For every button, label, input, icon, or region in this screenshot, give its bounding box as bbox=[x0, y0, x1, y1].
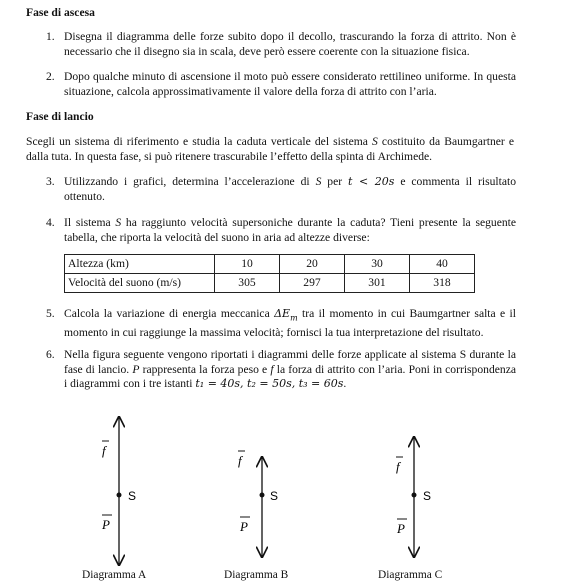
diagram-c bbox=[396, 437, 431, 557]
force-p-label: P bbox=[397, 521, 405, 536]
system-label: S bbox=[423, 489, 432, 503]
diagram-a bbox=[101, 417, 136, 565]
question-number: 6. bbox=[46, 348, 55, 361]
table-cell: 20 bbox=[280, 255, 345, 274]
question-number: 3. bbox=[46, 175, 55, 188]
force-p-label: P bbox=[240, 519, 248, 534]
intro-paragraph: Scegli un sistema di riferimento e studia la caduta verticale del sistema S costituito da Baumgartner e dalla tuta. In questa fase, si può ritenere trascurabile l’effetto della spinta di Archimede. bbox=[26, 135, 514, 163]
system-label: S bbox=[270, 489, 279, 503]
table-cell: 297 bbox=[280, 274, 345, 293]
system-point bbox=[260, 493, 265, 498]
question-text: Dopo qualche minuto di ascensione il moto può essere considerato rettilineo uniforme. In questa situazione, calcola approssimativamente il valore della forza di attrito con l’aria. bbox=[64, 70, 516, 98]
table-header-sound-speed: Velocità del suono (m/s) bbox=[65, 274, 215, 293]
diagram-label-c: Diagramma C bbox=[378, 569, 443, 581]
table-cell: 318 bbox=[410, 274, 475, 293]
question-text: Disegna il diagramma delle forze subito dopo il decollo, trascurando la forza di attrito. Non è necessario che il disegno sia in scala, deve però essere coerente con la situazione fisica. bbox=[64, 30, 516, 58]
table-cell: 40 bbox=[410, 255, 475, 274]
force-diagrams bbox=[0, 405, 562, 570]
system-point bbox=[412, 493, 417, 498]
diagram-b bbox=[238, 451, 278, 557]
question-text: Utilizzando i grafici, determina l’accelerazione di S per t < 20s e commenta il risultato ottenuto. bbox=[64, 175, 516, 203]
section-title-ascesa: Fase di ascesa bbox=[26, 6, 95, 19]
table-cell: 30 bbox=[345, 255, 410, 274]
table-cell: 305 bbox=[215, 274, 280, 293]
diagram-label-b: Diagramma B bbox=[224, 569, 289, 581]
force-p-label: P bbox=[102, 517, 110, 532]
question-number: 2. bbox=[46, 70, 55, 83]
question-number: 4. bbox=[46, 216, 55, 229]
system-label: S bbox=[128, 489, 137, 503]
question-text: Nella figura seguente vengono riportati i diagrammi delle forze applicate al sistema S durante la fase di lancio. P rappresenta la forza peso e f la forza di attrito con l’aria. Poni in corrispondenza i diagrammi con i tre istanti t₁ = 40s, t₂ = 50s, t₃ = 60s. bbox=[64, 348, 516, 391]
question-number: 5. bbox=[46, 307, 55, 320]
table-row bbox=[65, 274, 475, 293]
table-cell: 301 bbox=[345, 274, 410, 293]
force-f-label: f bbox=[396, 459, 400, 474]
force-f-label: f bbox=[102, 443, 106, 458]
question-text: Il sistema S ha raggiunto velocità supersoniche durante la caduta? Tieni presente la seguente tabella, che riporta la velocità del suono in aria ad altezze diverse: bbox=[64, 216, 516, 244]
sound-speed-table bbox=[64, 254, 475, 293]
section-title-lancio: Fase di lancio bbox=[26, 110, 94, 123]
table-row bbox=[65, 255, 475, 274]
question-number: 1. bbox=[46, 30, 55, 43]
table-cell: 10 bbox=[215, 255, 280, 274]
force-f-label: f bbox=[238, 453, 242, 468]
system-point bbox=[117, 493, 122, 498]
table-header-altitude: Altezza (km) bbox=[65, 255, 215, 274]
question-text: Calcola la variazione di energia meccanica $\Delta E_m$ tra il momento in cui Baumgartner salta e il momento in cui raggiunge la massima velocità; fornisci la tua interpretazione del risultato. bbox=[64, 307, 517, 339]
diagram-label-a: Diagramma A bbox=[82, 569, 147, 581]
